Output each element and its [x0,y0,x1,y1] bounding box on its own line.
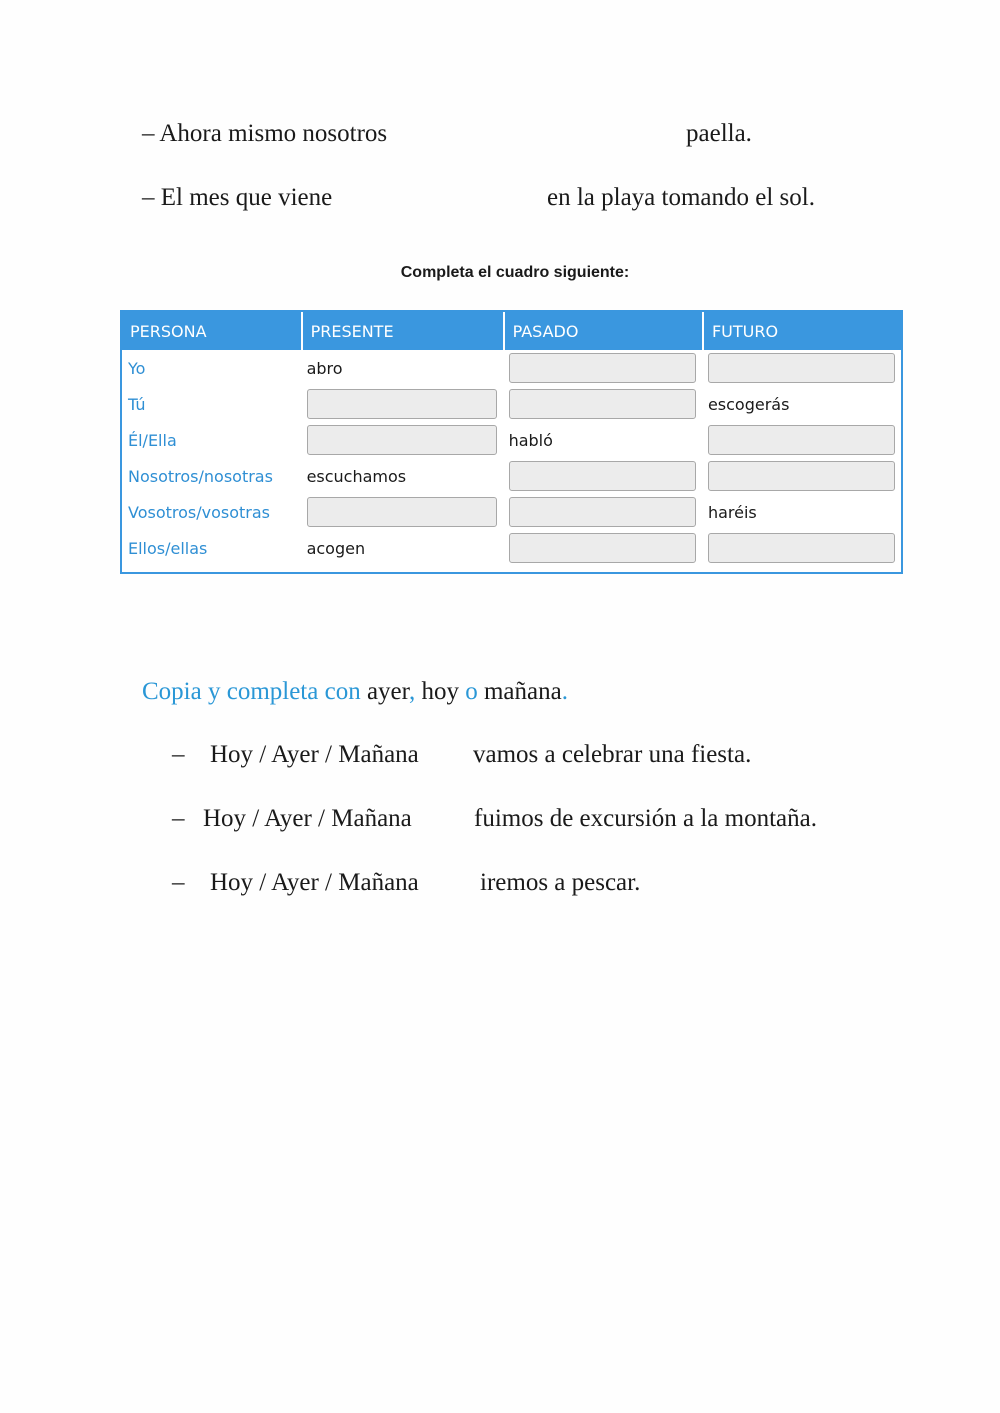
options-text: Hoy / Ayer / Mañana [210,741,419,768]
presente-cell: escuchamos [306,466,407,486]
title-word-hoy: hoy [415,678,459,705]
pasado-input[interactable] [509,461,696,491]
table-header-row [122,312,901,350]
persona-cell: Tú [128,394,146,414]
persona-cell: Ellos/ellas [128,538,208,558]
futuro-input[interactable] [708,533,895,563]
list-dash: – [172,741,185,768]
header-presente: PRESENTE [301,312,503,350]
table-row [122,386,901,422]
sentence-1-end: paella. [686,120,752,147]
header-persona: PERSONA [122,312,301,350]
futuro-cell: haréis [707,502,757,522]
persona-cell: Él/Ella [128,430,177,450]
sentence-text: vamos a celebrar una fiesta. [473,741,752,768]
table-row [122,494,901,530]
pasado-input[interactable] [509,353,696,383]
header-pasado: PASADO [503,312,702,350]
table-row [122,530,901,566]
presente-cell: abro [306,358,343,378]
conjugation-table [120,310,903,574]
pasado-input[interactable] [509,533,696,563]
title-period: . [561,678,568,705]
sentence-text: iremos a pescar. [480,869,641,896]
presente-input[interactable] [307,389,497,419]
list-dash: – [172,869,185,896]
exercise-2-title [142,678,568,706]
futuro-input[interactable] [708,353,895,383]
title-instruction: Copia y completa con [142,678,361,705]
options-text: Hoy / Ayer / Mañana [210,869,419,896]
title-word-manana: mañana [477,678,562,705]
sentence-2-start: – El mes que viene [142,184,333,211]
pasado-input[interactable] [509,497,696,527]
futuro-input[interactable] [708,461,895,491]
header-futuro: FUTURO [702,312,901,350]
title-word-ayer: ayer [360,678,409,705]
pasado-input[interactable] [509,389,696,419]
title-comma: , [408,678,416,705]
table-row [122,458,901,494]
table-row [122,422,901,458]
presente-input[interactable] [307,425,497,455]
list-dash: – [172,805,185,832]
pasado-cell: habló [508,430,553,450]
title-word-o: o [458,678,478,705]
presente-input[interactable] [307,497,497,527]
persona-cell: Nosotros/nosotras [128,466,273,486]
options-text: Hoy / Ayer / Mañana [203,805,412,832]
presente-cell: acogen [306,538,366,558]
futuro-cell: escogerás [707,394,790,414]
sentence-2-end: en la playa tomando el sol. [547,184,815,211]
persona-cell: Yo [128,358,146,378]
table-caption: Completa el cuadro siguiente: [400,264,630,281]
table-row [122,350,901,386]
futuro-input[interactable] [708,425,895,455]
sentence-text: fuimos de excursión a la montaña. [474,805,817,832]
persona-cell: Vosotros/vosotras [128,502,271,522]
sentence-1-start: – Ahora mismo nosotros [142,120,388,147]
